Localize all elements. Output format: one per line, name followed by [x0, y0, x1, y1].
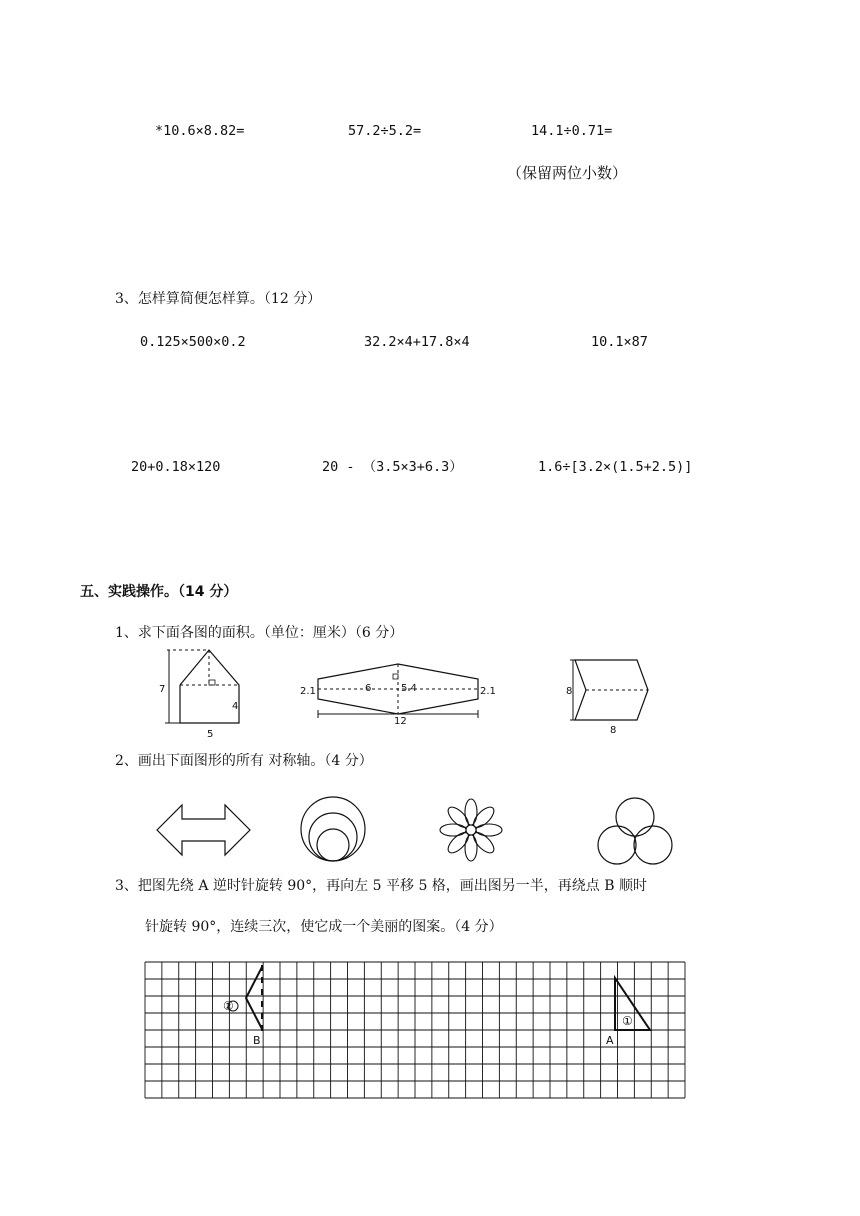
- simplify-item-5: 20 - （3.5×3+6.3）: [322, 459, 463, 475]
- fig1-label-4: 4: [232, 701, 239, 712]
- fig2-label-left: 2.1: [300, 686, 316, 697]
- fig1-label-7: 7: [159, 684, 166, 695]
- calc-item-2: 57.2÷5.2=: [348, 123, 422, 139]
- simplify-item-6: 1.6÷[3.2×(1.5+2.5)]: [538, 459, 693, 475]
- calc-item-1: *10.6×8.82=: [155, 123, 245, 139]
- s5-q3-line2: 针旋转 90°，连续三次，使它成一个美丽的图案。（4 分）: [145, 919, 503, 935]
- three-circles-icon: [595, 795, 675, 867]
- fig1-label-5: 5: [207, 729, 214, 740]
- fig3-label-height: 8: [566, 686, 573, 697]
- fig2-label-6: 6: [365, 683, 372, 694]
- point-b-label: B: [253, 1034, 261, 1047]
- grid-label-1: ①: [622, 1014, 633, 1028]
- fig3-label-base: 8: [610, 725, 617, 736]
- simplify-item-4: 20+0.18×120: [131, 459, 221, 475]
- figure-hexagon: [298, 657, 508, 732]
- fig2-label-12: 12: [394, 716, 407, 727]
- s5-q2-title: 2、画出下面图形的所有 对称轴。（4 分）: [115, 753, 373, 769]
- q3-title: 3、怎样算简便怎样算。（12 分）: [115, 291, 322, 307]
- s5-q1-title: 1、求下面各图的面积。（单位：厘米）（6 分）: [115, 625, 404, 641]
- simplify-item-2: 32.2×4+17.8×4: [364, 334, 470, 350]
- calc-item-3: 14.1÷0.71=: [531, 123, 613, 139]
- double-arrow-icon: [155, 795, 255, 865]
- simplify-item-1: 0.125×500×0.2: [140, 334, 246, 350]
- section5-title: 五、实践操作。（14 分）: [80, 584, 238, 600]
- figure-chevron: [560, 655, 660, 740]
- rounding-note: （保留两位小数）: [507, 164, 628, 182]
- figure-house: [150, 645, 250, 745]
- s5-q3-line1: 3、把图先绕 A 逆时针旋转 90°，再向左 5 平移 5 格，画出图另一半，再绕点 B 顺时: [115, 878, 647, 894]
- simplify-item-3: 10.1×87: [591, 334, 648, 350]
- fig2-label-right: 2.1: [480, 686, 496, 697]
- nested-circles-icon: [298, 795, 370, 867]
- rotation-grid: [145, 962, 685, 1100]
- fig2-label-height: 5.4: [401, 683, 417, 694]
- flower-icon: [436, 795, 506, 865]
- point-a-label: A: [606, 1034, 614, 1047]
- grid-label-2: ②: [223, 999, 234, 1013]
